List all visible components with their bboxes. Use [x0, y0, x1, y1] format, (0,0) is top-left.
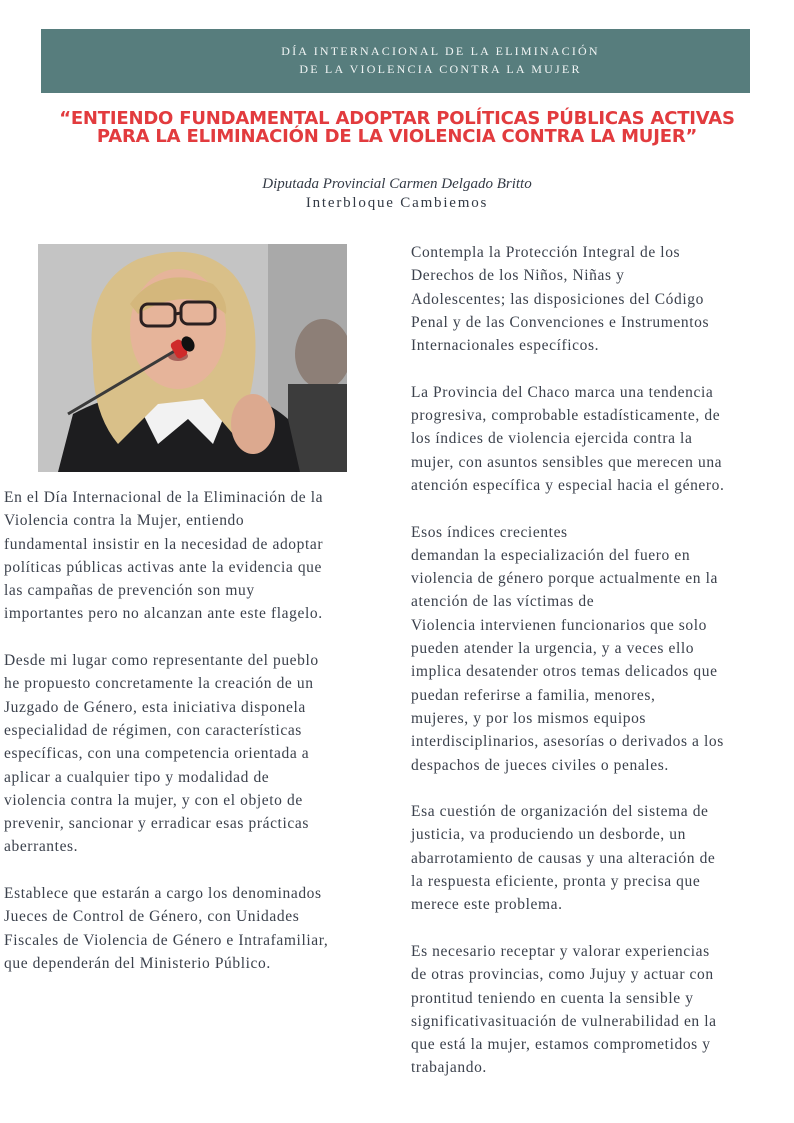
author-party: Interbloque Cambiemos — [305, 195, 489, 211]
left-column — [4, 486, 394, 975]
paragraph — [411, 800, 781, 916]
text-line: atención de las víctimas de — [411, 593, 595, 611]
headline-line-1: “ENTIENDO FUNDAMENTAL ADOPTAR POLÍTICAS PÚBLICAS ACTIVAS — [59, 108, 735, 129]
text-line: En el Día Internacional de la Eliminación de la — [4, 489, 324, 506]
text-line: merece este problema. — [411, 896, 563, 914]
text-line: he propuesto concretamente la creación de un — [4, 675, 314, 693]
text-line: políticas públicas activas ante la evidencia que — [4, 558, 323, 576]
paragraph — [411, 940, 781, 1080]
text-line: pueden atender la urgencia, y a veces ello — [411, 640, 695, 658]
text-line: puedan referirse a familia, menores, — [411, 686, 656, 704]
paragraph — [4, 882, 394, 975]
text-line: Jueces de Control de Género, con Unidades — [4, 908, 300, 926]
text-line: La Provincia del Chaco marca una tendencia — [411, 383, 714, 401]
paragraph — [411, 521, 781, 777]
right-column — [411, 241, 781, 1080]
text-line: Internacionales específicos. — [411, 337, 600, 355]
paragraph — [411, 381, 781, 497]
text-line: las campañas de prevención son muy — [4, 582, 255, 600]
text-line: fundamental insistir en la necesidad de adoptar — [4, 535, 324, 553]
text-line: Establece que estarán a cargo los denominados — [4, 885, 322, 903]
text-line: prontitud teniendo en cuenta la sensible y — [411, 989, 694, 1007]
text-line: Contempla la Protección Integral de los — [411, 244, 681, 261]
text-line: demandan la especialización del fuero en — [411, 546, 691, 564]
text-line: Es necesario receptar y valorar experiencias — [411, 942, 710, 960]
text-line: los índices de violencia ejercida contra la — [411, 430, 693, 448]
text-line: implica desatender otros temas delicados que — [411, 663, 718, 681]
text-line: aplicar a cualquier tipo y modalidad de — [4, 768, 270, 786]
paragraph — [4, 486, 394, 626]
text-line: Fiscales de Violencia de Género e Intrafamiliar, — [4, 931, 329, 949]
text-line: interdisciplinarios, asesorías o derivados a los — [411, 733, 724, 751]
paragraph-gap — [411, 917, 781, 940]
text-line: prevenir, sancionar y erradicar esas prácticas — [4, 815, 309, 833]
paragraph — [4, 649, 394, 859]
text-line: Adolescentes; las disposiciones del Código — [411, 290, 704, 308]
text-line: especialidad de régimen, con características — [4, 721, 302, 739]
text-line: mujeres, y por los mismos equipos — [411, 709, 647, 727]
text-line: violencia de género porque actualmente en la — [411, 570, 718, 588]
text-line: aberrantes. — [4, 838, 79, 856]
paragraph — [411, 241, 781, 357]
banner-line-1: DÍA INTERNACIONAL DE LA ELIMINACIÓN — [281, 44, 600, 58]
banner-line-2: DE LA VIOLENCIA CONTRA LA MUJER — [299, 62, 582, 76]
text-line: trabajando. — [411, 1059, 487, 1077]
author-photo — [38, 244, 347, 472]
paragraph-gap — [411, 497, 781, 520]
text-line: específicas, con una competencia orientada a — [4, 745, 310, 763]
text-line: significativasituación de vulnerabilidad en la — [411, 1012, 717, 1030]
text-line: Desde mi lugar como representante del pueblo — [4, 652, 319, 670]
text-line: Penal y de las Convenciones e Instrumentos — [411, 313, 710, 331]
text-line: abarrotamiento de causas y una alteración de — [411, 849, 716, 867]
text-line: despachos de jueces civiles o penales. — [411, 756, 669, 774]
paragraph-gap — [4, 859, 394, 882]
text-line: Violencia intervienen funcionarios que solo — [411, 616, 708, 634]
text-line: de otras provincias, como Jujuy y actuar con — [411, 966, 714, 984]
text-line: que está la mujer, estamos comprometidos y — [411, 1036, 711, 1054]
text-line: Derechos de los Niños, Niñas y — [411, 267, 625, 285]
text-line: Esa cuestión de organización del sistema de — [411, 803, 709, 821]
text-line: que dependerán del Ministerio Público. — [4, 954, 271, 972]
header-banner — [41, 29, 750, 93]
text-line: justicia, va produciendo un desborde, un — [411, 826, 686, 844]
author-name: Diputada Provincial Carmen Delgado Britto — [262, 176, 532, 192]
text-line: atención específica y especial hacia el género. — [411, 476, 725, 494]
text-line: mujer, con asuntos sensibles que merecen una — [411, 453, 723, 471]
paragraph-gap — [411, 357, 781, 380]
paragraph-gap — [411, 777, 781, 800]
text-line: importantes pero no alcanzan ante este flagelo. — [4, 605, 323, 623]
text-line: Violencia contra la Mujer, entiendo — [4, 512, 245, 530]
paragraph-gap — [4, 626, 394, 649]
headline-line-2: PARA LA ELIMINACIÓN DE LA VIOLENCIA CONTRA LA MUJER” — [96, 126, 698, 147]
text-line: Esos índices crecientes — [411, 523, 568, 541]
text-line: progresiva, comprobable estadísticamente, de — [411, 407, 721, 425]
text-line: violencia contra la mujer, y con el objeto de — [4, 791, 303, 809]
text-line: Juzgado de Género, esta iniciativa disponela — [4, 698, 306, 716]
text-line: la respuesta eficiente, pronta y precisa que — [411, 873, 701, 891]
